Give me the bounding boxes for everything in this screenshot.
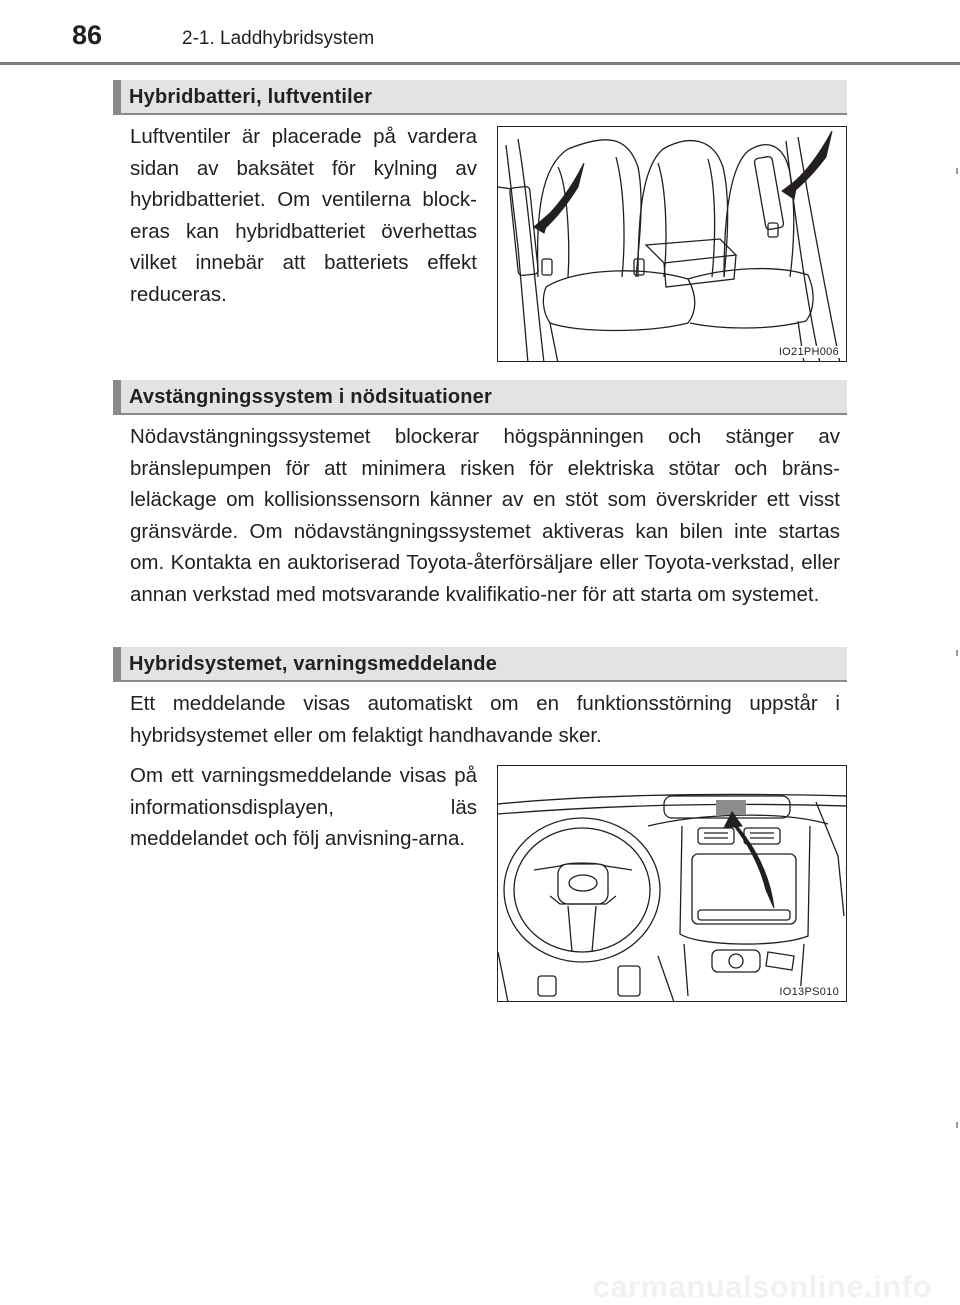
figure-rear-seat-vents xyxy=(497,126,847,362)
section-heading-warning-message xyxy=(113,647,847,682)
watermark-text: carmanualsonline.info xyxy=(592,1269,932,1304)
paragraph-warning-message: Ett meddelande visas automatiskt om en funktionsstörning uppstår i hybridsystemet eller om felaktigt handhavande sker. xyxy=(130,692,840,747)
section-title: Hybridbatteri, luftventiler xyxy=(129,86,373,108)
edge-tick xyxy=(956,1122,958,1128)
section-accent xyxy=(113,380,121,413)
figure-code: IO13PS010 xyxy=(779,986,839,998)
paragraph-emergency-shutoff: Nödavstängningssystemet blockerar högspänningen och stänger av bränslepumpen för att minimera risken för elektriska stötar och bräns-leläckage om kollisionssensorn känner av en stöt som överskrider ett visst gränsvärde. Om nödavstängningssystemet aktiveras kan bilen inte startas om. Kontakta en auktoriserad Toyota-återförsäljare eller Toyota-verkstad, eller annan verkstad med motsvarande kvalifikatio-ner för att starta om systemet. xyxy=(130,425,840,606)
section-heading-battery-vents xyxy=(113,80,847,115)
header-rule xyxy=(0,62,960,65)
rear-seat-illustration xyxy=(498,127,847,362)
chapter-title: 2-1. Laddhybridsystem xyxy=(182,28,375,49)
edge-tick xyxy=(956,168,958,174)
dashboard-illustration xyxy=(498,766,847,1002)
paragraph-warning-instructions: Om ett varningsmeddelande visas på informationsdisplayen, läs meddelandet och följ anvisning-arna. xyxy=(130,764,477,850)
section-accent xyxy=(113,647,121,680)
section-title: Avstängningssystem i nödsituationer xyxy=(129,386,492,408)
figure-code: IO21PH006 xyxy=(778,346,839,358)
section-heading-emergency-shutoff xyxy=(113,380,847,415)
highlighted-display xyxy=(716,800,746,815)
watermark xyxy=(0,1267,960,1303)
section-accent xyxy=(113,80,121,113)
figure-dashboard-display xyxy=(497,765,847,1002)
section-title: Hybridsystemet, varningsmeddelande xyxy=(129,653,498,675)
page-number: 86 xyxy=(72,20,103,50)
edge-tick xyxy=(956,650,958,656)
paragraph-battery-vents: Luftventiler är placerade på vardera sidan av baksätet för kylning av hybridbatteriet. Om ventilerna block-eras kan hybridbatteriet överhettas vilket innebär att batteriets effekt reduceras. xyxy=(130,125,477,306)
